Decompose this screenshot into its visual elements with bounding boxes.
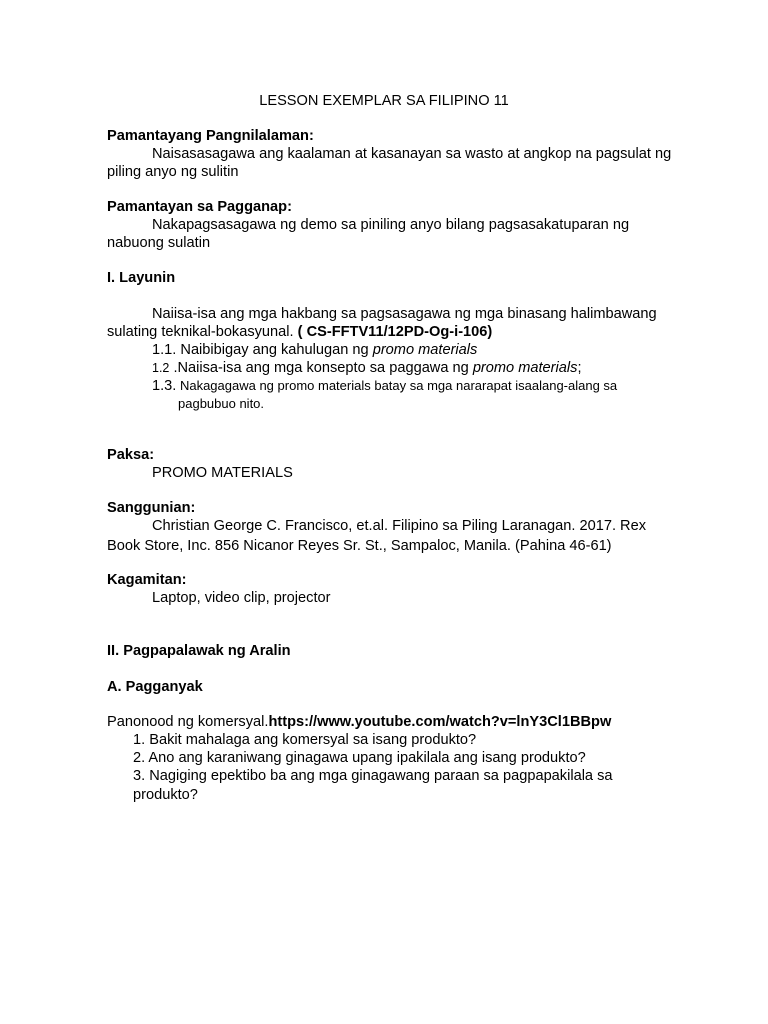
objective-italic: promo materials xyxy=(472,360,578,376)
objective-suffix: ; xyxy=(577,360,582,376)
pamantayang-pangnilalaman-heading: Pamantayang Pangnilalaman: xyxy=(107,128,314,144)
sanggunian-heading: Sanggunian: xyxy=(107,500,196,516)
objective-1-3-continued: pagbubuo nito. xyxy=(178,396,265,411)
pamantayang-pangnilalaman-text-2: piling anyo ng sulitin xyxy=(107,164,239,180)
kagamitan-heading: Kagamitan: xyxy=(107,572,187,588)
pamantayang-pangnilalaman-text-1: Naisasasagawa ang kaalaman at kasanayan sa wasto at angkop na pagsulat ng xyxy=(152,146,672,162)
competency-code: ( CS-FFTV11/12PD-Og-i-106) xyxy=(293,324,493,340)
objective-1-2 xyxy=(152,359,582,377)
objective-1-3 xyxy=(152,377,617,395)
layunin-heading: I. Layunin xyxy=(107,270,176,286)
pamantayan-sa-pagganap-text-1: Nakapagsasagawa ng demo sa piniling anyo bilang pagsasakatuparan ng xyxy=(152,217,630,233)
paksa-value: PROMO MATERIALS xyxy=(152,465,293,481)
objective-text: Naibibigay ang kahulugan ng xyxy=(176,342,373,358)
objective-text: Nakagagawa ng promo materials batay sa mga nararapat isaalang-alang sa xyxy=(176,378,618,393)
pagganyak-heading: A. Pagganyak xyxy=(107,679,203,695)
objective-text: .Naiisa-isa ang mga konsepto sa paggawa ng xyxy=(169,360,473,376)
objective-number: 1.2 xyxy=(152,361,170,375)
pagganyak-intro xyxy=(107,713,611,731)
document-title: LESSON EXEMPLAR SA FILIPINO 11 xyxy=(259,93,509,109)
objective-number: 1.1. xyxy=(152,342,177,358)
pamantayan-sa-pagganap-text-2: nabuong sulatin xyxy=(107,235,211,251)
pamantayan-sa-pagganap-heading: Pamantayan sa Pagganap: xyxy=(107,199,292,215)
question-2: 2. Ano ang karaniwang ginagawa upang ipakilala ang isang produkto? xyxy=(133,750,586,766)
youtube-link[interactable]: https://www.youtube.com/watch?v=lnY3Cl1BBpw xyxy=(268,714,612,730)
sanggunian-text-1: Christian George C. Francisco, et.al. Filipino sa Piling Laranagan. 2017. Rex xyxy=(152,518,647,534)
sanggunian-text-2: Book Store, Inc. 856 Nicanor Reyes Sr. St., Sampaloc, Manila. (Pahina 46-61) xyxy=(107,538,612,554)
layunin-text-2-main: sulating teknikal-bokasyunal. xyxy=(107,324,294,340)
question-1: 1. Bakit mahalaga ang komersyal sa isang produkto? xyxy=(133,732,477,748)
pagpapalawak-heading: II. Pagpapalawak ng Aralin xyxy=(107,643,291,659)
pagganyak-intro-text: Panonood ng komersyal. xyxy=(107,714,269,730)
kagamitan-value: Laptop, video clip, projector xyxy=(152,590,331,606)
objective-1-1 xyxy=(152,341,477,359)
layunin-text-2 xyxy=(107,323,492,341)
question-3: 3. Nagiging epektibo ba ang mga ginagawang paraan sa pagpapakilala sa xyxy=(133,768,613,784)
question-3-continued: produkto? xyxy=(133,787,198,803)
layunin-text-1: Naiisa-isa ang mga hakbang sa pagsasagawa ng mga binasang halimbawang xyxy=(152,306,657,322)
objective-number: 1.3. xyxy=(152,378,177,394)
paksa-heading: Paksa: xyxy=(107,447,155,463)
objective-italic: promo materials xyxy=(372,342,478,358)
